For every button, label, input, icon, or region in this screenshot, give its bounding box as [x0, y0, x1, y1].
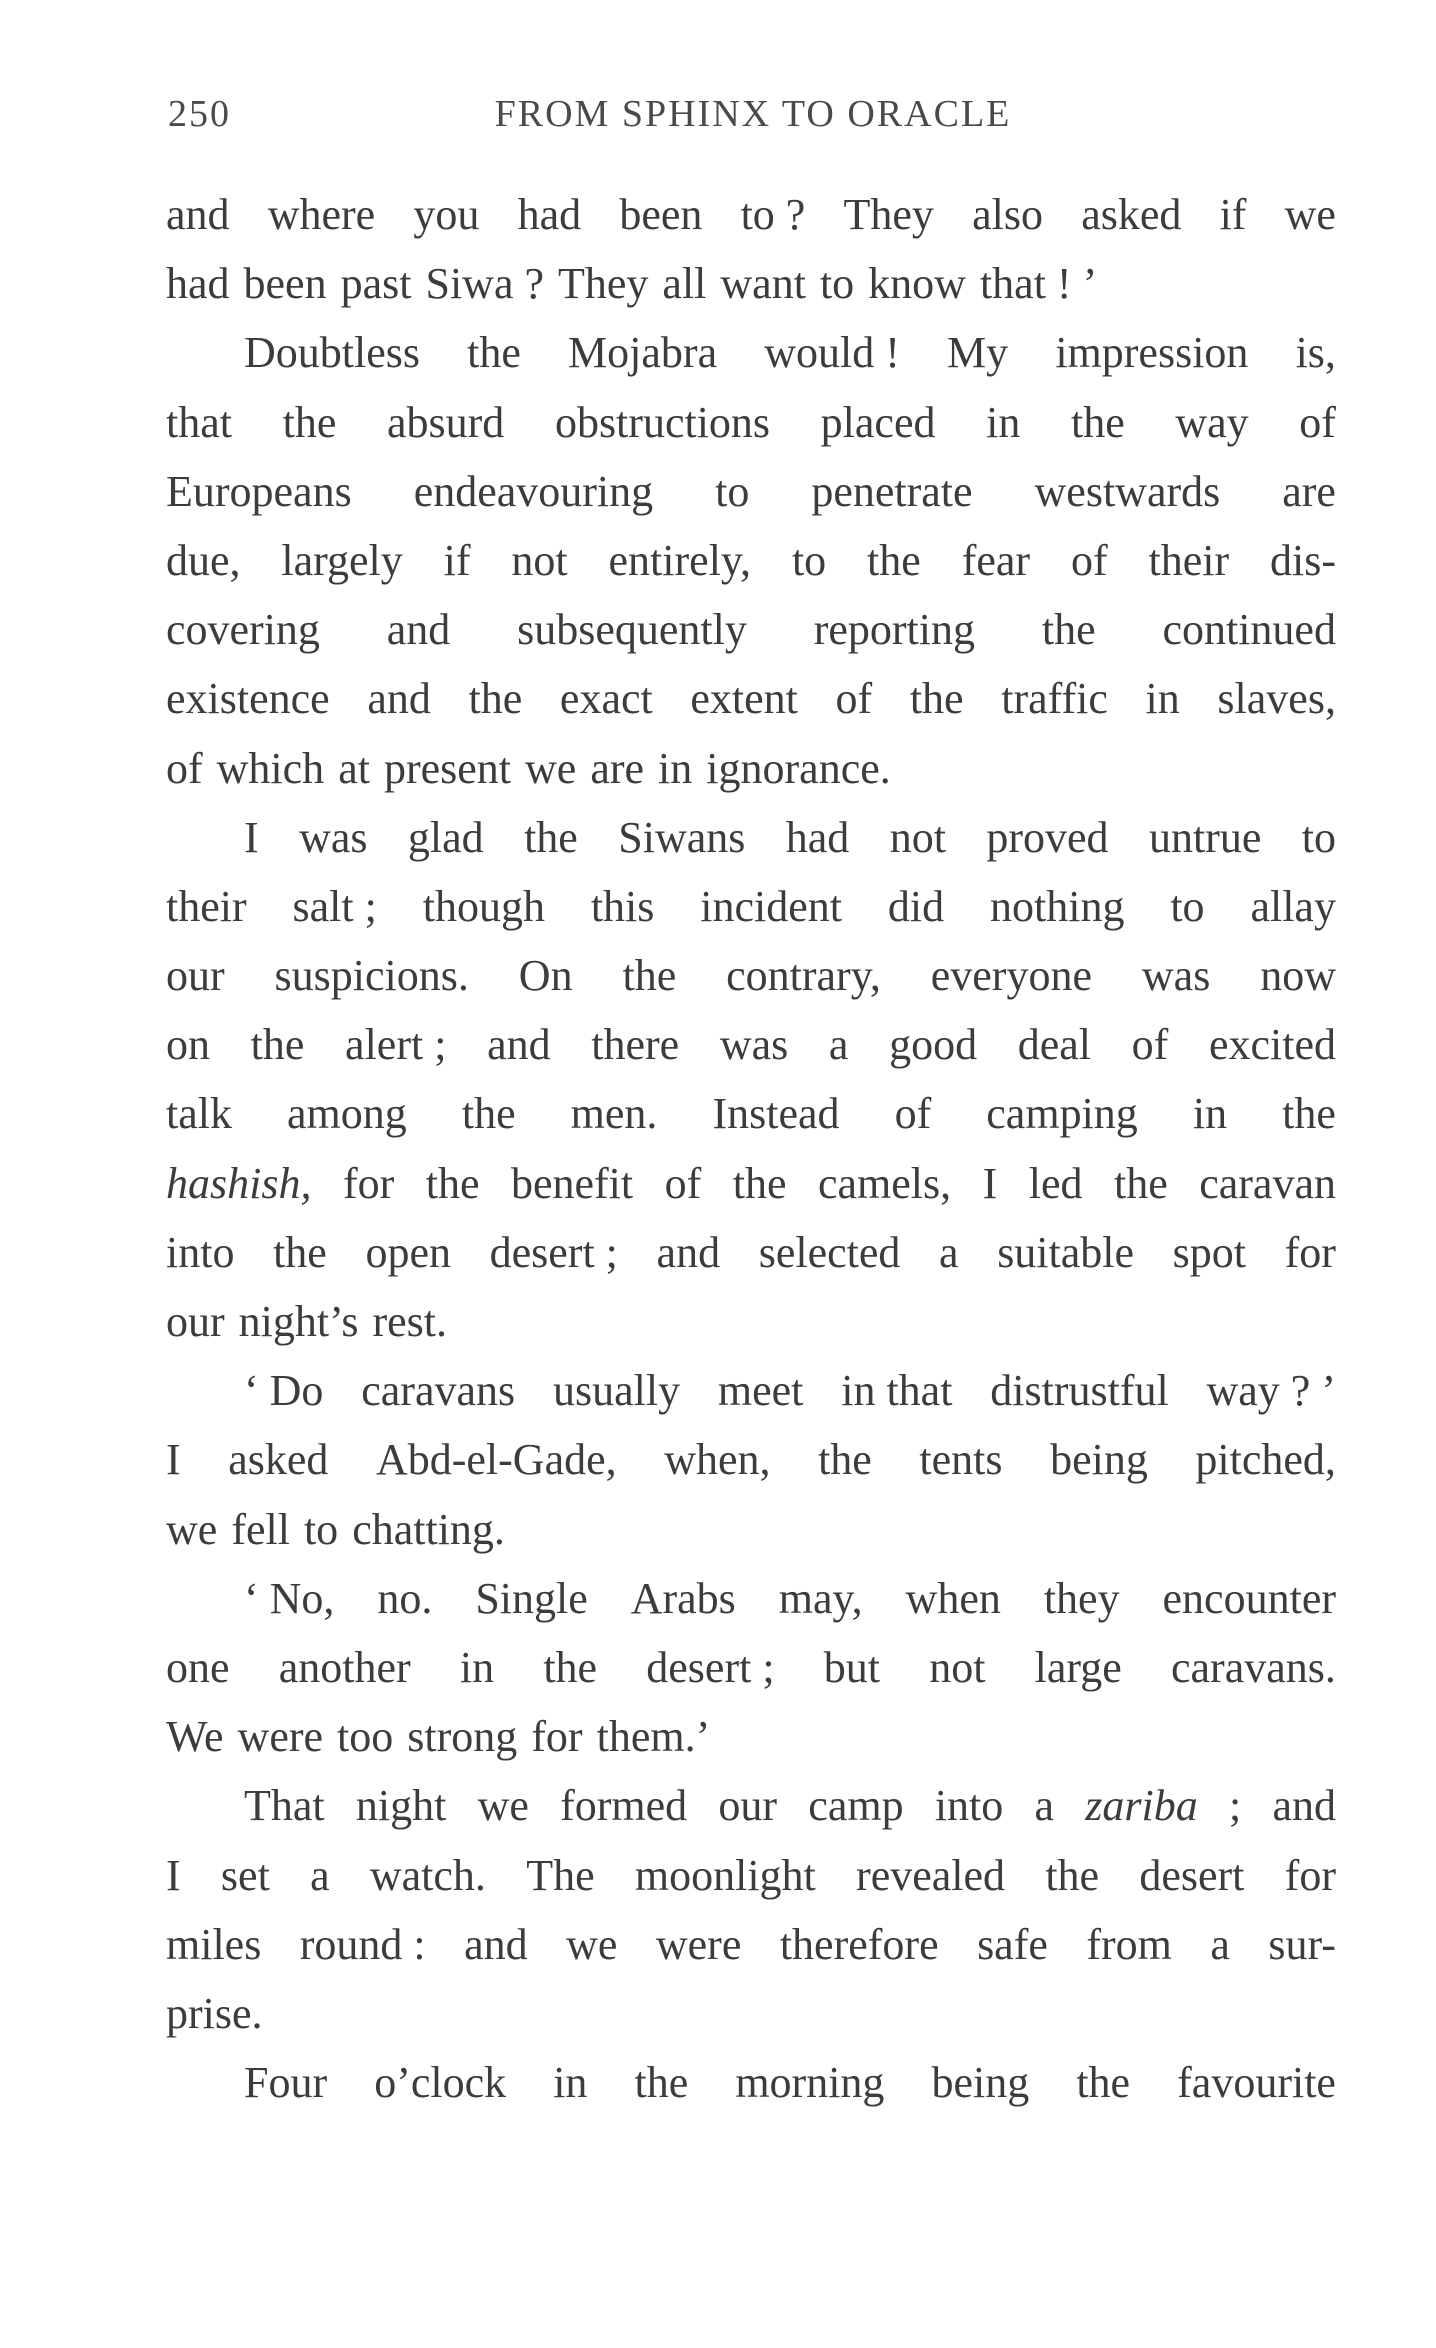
word: if — [443, 535, 471, 585]
word: a — [1034, 1781, 1055, 1831]
word: past — [340, 259, 412, 309]
word: Arabs — [630, 1573, 736, 1623]
word: allay — [1250, 881, 1336, 931]
word: been — [243, 259, 327, 309]
word: though — [422, 881, 545, 931]
word: endeavouring — [413, 466, 654, 516]
word: of — [1070, 535, 1108, 585]
word: in — [658, 743, 693, 793]
word: pitched, — [1195, 1435, 1336, 1485]
word: of — [166, 743, 203, 793]
text-line — [166, 180, 1336, 249]
word: not — [929, 1642, 986, 1692]
word: a — [939, 1227, 959, 1277]
word: My — [947, 328, 1009, 378]
word: alert ; — [345, 1020, 447, 1070]
word: where — [267, 190, 376, 239]
word: at — [338, 743, 370, 793]
word: tents — [919, 1435, 1003, 1485]
word: safe — [977, 1919, 1048, 1969]
word: formed — [560, 1781, 688, 1831]
word: is, — [1295, 328, 1336, 378]
word: are — [1282, 466, 1336, 516]
word: the — [543, 1642, 598, 1692]
word: penetrate — [811, 466, 973, 516]
word: their — [1148, 535, 1230, 585]
word: are — [590, 743, 645, 793]
word: in — [459, 1642, 495, 1692]
text-line — [166, 526, 1336, 595]
word: desert ; — [489, 1227, 618, 1277]
word: the — [622, 951, 677, 1001]
word: a — [310, 1850, 330, 1900]
word: and — [367, 674, 431, 724]
running-title: FROM SPHINX TO ORACLE — [494, 93, 1012, 135]
word: dis- — [1269, 535, 1336, 585]
word: the — [1076, 2058, 1131, 2108]
word: we — [477, 1781, 529, 1831]
word: when, — [664, 1435, 771, 1485]
word: suitable — [997, 1227, 1135, 1277]
word: was — [1141, 951, 1211, 1001]
word: Europeans — [166, 466, 352, 516]
word: we — [166, 1504, 218, 1554]
word: now — [1260, 951, 1336, 1001]
word: spot — [1172, 1227, 1247, 1277]
word: round : — [299, 1919, 426, 1969]
word: Single — [475, 1573, 588, 1623]
word: too — [337, 1712, 394, 1762]
word: camp — [808, 1781, 904, 1831]
word: entirely, — [608, 535, 752, 585]
text-line — [166, 664, 1336, 733]
word: desert ; — [646, 1642, 775, 1692]
word: the — [732, 1158, 787, 1208]
word: know — [868, 259, 966, 309]
text-line — [166, 1633, 1336, 1702]
word: usually — [552, 1366, 681, 1416]
word: zariba — [1085, 1781, 1198, 1831]
word: into — [934, 1781, 1004, 1831]
word: We — [166, 1712, 224, 1762]
word: for — [531, 1712, 583, 1762]
word: ignorance. — [706, 743, 891, 793]
text-line — [166, 941, 1336, 1010]
word: They — [558, 259, 649, 309]
word: extent — [690, 674, 798, 724]
text-line — [166, 734, 1336, 803]
word: for — [1284, 1850, 1336, 1900]
word: Four — [244, 2058, 328, 2108]
word: being — [1050, 1435, 1148, 1485]
word: That — [244, 1781, 325, 1831]
word: of — [664, 1158, 702, 1208]
text-line — [166, 1702, 1336, 1771]
word: for — [342, 1158, 395, 1208]
word: chatting. — [352, 1504, 505, 1554]
text-line — [166, 1010, 1336, 1079]
word: was — [299, 812, 368, 862]
word: had — [517, 190, 582, 239]
word: for — [1284, 1227, 1336, 1277]
word: talk — [166, 1089, 232, 1139]
word: asked — [1081, 190, 1182, 239]
word: the — [1045, 1850, 1100, 1900]
word: that ! ’ — [979, 259, 1098, 309]
word: nothing — [990, 881, 1125, 931]
word: desert — [1139, 1850, 1245, 1900]
text-line — [166, 872, 1336, 941]
word: we — [525, 743, 577, 793]
word: set — [220, 1850, 270, 1900]
word: the — [282, 397, 337, 447]
text-line — [166, 1149, 1336, 1218]
word: and — [386, 605, 451, 655]
word: covering — [166, 605, 320, 655]
word: to — [791, 535, 827, 585]
word: on — [166, 1020, 210, 1070]
word: prise. — [166, 1988, 263, 2038]
word: selected — [758, 1227, 901, 1277]
word: suspicions. — [274, 951, 469, 1001]
text-line — [166, 595, 1336, 664]
word: proved — [986, 812, 1109, 862]
word: to ? — [740, 190, 806, 239]
word: want — [720, 259, 806, 309]
text-line — [166, 1910, 1336, 1979]
word: which — [216, 743, 325, 793]
word: had — [166, 259, 230, 309]
word: ‘ Do — [244, 1366, 324, 1416]
word: benefit — [510, 1158, 634, 1208]
word: deal — [1017, 1020, 1092, 1070]
word: therefore — [779, 1919, 939, 1969]
word: was — [719, 1020, 789, 1070]
word: reporting — [813, 605, 976, 655]
word: this — [590, 881, 655, 931]
word: present — [383, 743, 512, 793]
word: salt ; — [292, 881, 377, 931]
word: our — [166, 1297, 225, 1346]
word: the — [909, 674, 964, 724]
word: Mojabra — [568, 328, 718, 378]
word: camping — [986, 1089, 1138, 1139]
word: the — [461, 1089, 516, 1139]
word: I — [982, 1158, 998, 1208]
word: their — [166, 881, 247, 931]
word: moonlight — [634, 1850, 816, 1900]
word: were — [655, 1919, 742, 1969]
word: may, — [778, 1573, 863, 1623]
word: the — [1282, 1089, 1336, 1139]
word: in — [1145, 674, 1180, 724]
word: had — [785, 812, 850, 862]
word: encounter — [1162, 1573, 1336, 1623]
word: incident — [700, 881, 843, 931]
word: led — [1028, 1158, 1083, 1208]
text-line — [166, 1356, 1336, 1425]
word: our — [718, 1781, 778, 1831]
word: On — [518, 951, 573, 1001]
text-line — [166, 1564, 1336, 1633]
word: way ? ’ — [1206, 1366, 1336, 1416]
word: been — [619, 190, 703, 239]
word: among — [287, 1089, 407, 1139]
text-line — [166, 2048, 1336, 2117]
word: to — [303, 1504, 339, 1554]
word: I — [166, 1435, 181, 1485]
word: fear — [961, 535, 1031, 585]
word: largely — [281, 535, 403, 585]
word: that — [166, 397, 232, 447]
word: asked — [228, 1435, 329, 1485]
word: I — [166, 1850, 181, 1900]
word: night — [355, 1781, 447, 1831]
word: the — [273, 1227, 327, 1277]
word: the — [867, 535, 921, 585]
word: miles — [166, 1919, 262, 1969]
word: the — [524, 812, 578, 862]
word: existence — [166, 674, 330, 724]
word: men. — [570, 1089, 658, 1139]
word: of — [894, 1089, 932, 1139]
word: morning — [735, 2058, 885, 2108]
word: obstructions — [554, 397, 771, 447]
word: continued — [1162, 605, 1336, 655]
word: absurd — [387, 397, 505, 447]
word: meet — [717, 1366, 804, 1416]
word: watch. — [369, 1850, 486, 1900]
word: but — [823, 1642, 881, 1692]
word: caravan — [1199, 1158, 1336, 1208]
word: due, — [166, 535, 241, 585]
word: of — [835, 674, 873, 724]
word: in — [986, 397, 1021, 447]
word: distrustful — [990, 1366, 1169, 1416]
word: good — [889, 1020, 978, 1070]
word: slaves, — [1217, 674, 1336, 724]
word: I — [244, 812, 259, 862]
word: caravans. — [1171, 1642, 1336, 1692]
word: to — [1301, 812, 1336, 862]
text-line — [166, 1287, 1336, 1356]
word: one — [166, 1642, 230, 1692]
word: hashish, — [166, 1158, 312, 1208]
text-line — [166, 457, 1336, 526]
word: ; — [1229, 1781, 1242, 1831]
word: the — [467, 328, 521, 378]
word: did — [887, 881, 945, 931]
word: not — [511, 535, 568, 585]
word: would ! — [764, 328, 900, 378]
word: of — [1131, 1020, 1169, 1070]
text-line — [166, 1841, 1336, 1910]
word: from — [1086, 1919, 1172, 1969]
word: Doubtless — [244, 328, 420, 378]
word: a — [828, 1020, 849, 1070]
word: caravans — [361, 1366, 516, 1416]
word: favourite — [1177, 2058, 1336, 2108]
word: them.’ — [596, 1712, 711, 1762]
word: not — [889, 812, 946, 862]
word: all — [662, 259, 707, 309]
word: we — [1284, 190, 1336, 239]
word: open — [365, 1227, 451, 1277]
word: the — [1070, 397, 1125, 447]
word: camels, — [817, 1158, 952, 1208]
word: rest. — [372, 1297, 447, 1346]
word: glad — [407, 812, 484, 862]
word: traffic — [1001, 674, 1108, 724]
text-line — [166, 1425, 1336, 1494]
word: another — [278, 1642, 411, 1692]
word: the — [468, 674, 523, 724]
word: sur- — [1268, 1919, 1336, 1969]
word: contrary, — [726, 951, 881, 1001]
text-line — [166, 1771, 1336, 1840]
text-line — [166, 318, 1336, 387]
word: we — [566, 1919, 618, 1969]
word: and — [1272, 1781, 1336, 1831]
text-line — [166, 1218, 1336, 1287]
word: and — [656, 1227, 721, 1277]
word: you — [413, 190, 480, 239]
word: in — [1192, 1089, 1228, 1139]
word: in that — [841, 1366, 953, 1416]
word: if — [1219, 190, 1247, 239]
word: our — [166, 951, 225, 1001]
word: Siwans — [618, 812, 746, 862]
word: they — [1043, 1573, 1120, 1623]
word: subsequently — [517, 605, 747, 655]
word: Instead — [712, 1089, 840, 1139]
word: when — [905, 1573, 1001, 1623]
word: fell — [231, 1504, 290, 1554]
text-line — [166, 249, 1336, 318]
word: the — [1113, 1158, 1168, 1208]
word: The — [526, 1850, 595, 1900]
word: night’s — [238, 1297, 359, 1346]
word: the — [818, 1435, 872, 1485]
word: strong — [407, 1712, 518, 1762]
word: everyone — [930, 951, 1092, 1001]
word: revealed — [856, 1850, 1006, 1900]
word: to — [1170, 881, 1205, 931]
word: exact — [559, 674, 653, 724]
word: impression — [1055, 328, 1249, 378]
text-line — [166, 803, 1336, 872]
word: there — [591, 1020, 680, 1070]
word: excited — [1208, 1020, 1336, 1070]
word: o’clock — [374, 2058, 507, 2108]
word: large — [1034, 1642, 1122, 1692]
word: of — [1299, 397, 1336, 447]
word: to — [715, 466, 750, 516]
word: into — [166, 1227, 235, 1277]
word: the — [425, 1158, 480, 1208]
text-line — [166, 1979, 1336, 2048]
word: also — [972, 190, 1043, 239]
word: Siwa ? — [425, 259, 545, 309]
text-line — [166, 1495, 1336, 1564]
word: They — [843, 190, 934, 239]
word: being — [931, 2058, 1030, 2108]
word: and — [166, 190, 230, 239]
word: the — [250, 1020, 305, 1070]
page-header — [168, 92, 1338, 142]
word: ‘ No, — [244, 1573, 335, 1623]
word: to — [819, 259, 855, 309]
word: westwards — [1034, 466, 1221, 516]
body-text — [166, 180, 1336, 2117]
word: and — [464, 1919, 528, 1969]
word: and — [487, 1020, 551, 1070]
word: the — [1041, 605, 1096, 655]
text-line — [166, 1079, 1336, 1148]
word: untrue — [1148, 812, 1262, 862]
word: Abd-el-Gade, — [375, 1435, 617, 1485]
word: way — [1175, 397, 1249, 447]
word: a — [1210, 1919, 1230, 1969]
word: the — [634, 2058, 689, 2108]
word: placed — [820, 397, 936, 447]
page-number: 250 — [168, 93, 231, 135]
word: no. — [377, 1573, 433, 1623]
text-line — [166, 388, 1336, 457]
word: were — [237, 1712, 324, 1762]
word: in — [553, 2058, 588, 2108]
